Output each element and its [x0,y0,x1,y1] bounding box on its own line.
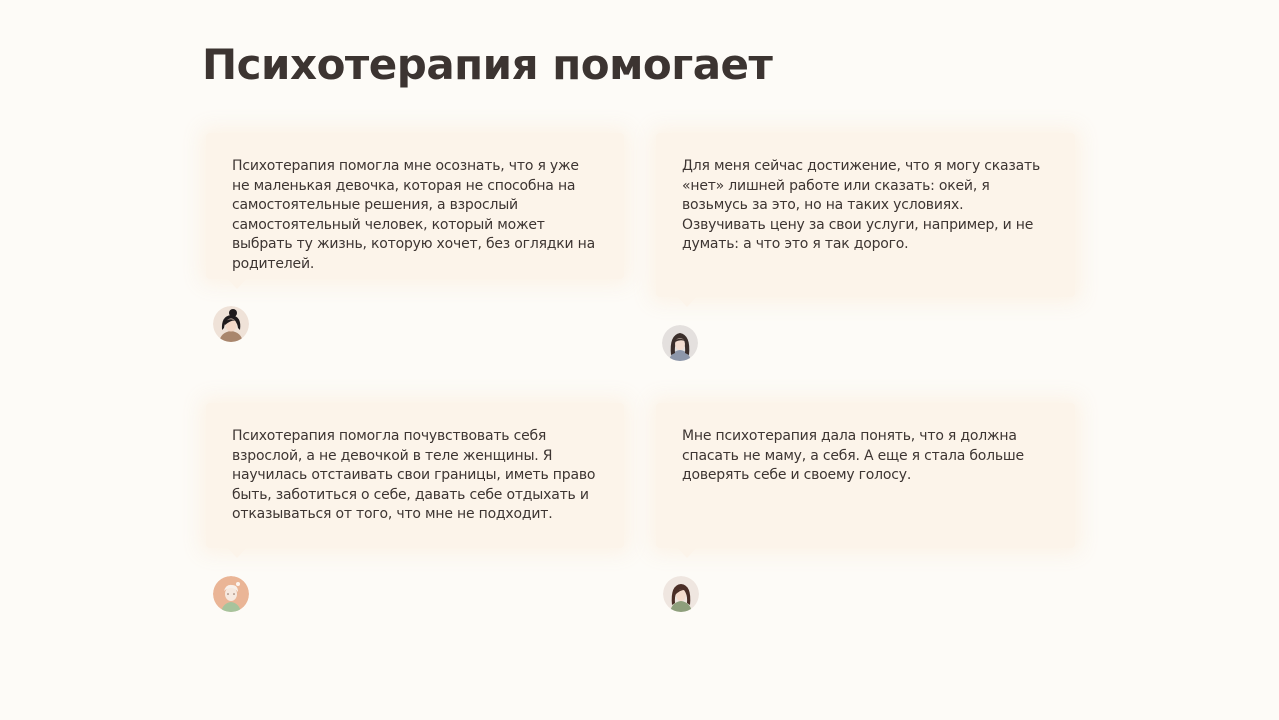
testimonial-card [206,133,624,279]
page-title: Психотерапия помогает [202,40,773,89]
speech-bubble-tail [228,548,246,558]
woman-flower-avatar-icon [213,576,249,612]
speech-bubble-tail [228,279,246,289]
testimonial-card [656,133,1075,297]
speech-bubble-tail [678,548,696,558]
woman-long-hair-avatar-icon [662,325,698,361]
speech-bubble-tail [678,297,696,307]
testimonial-text: Для меня сейчас достижение, что я могу сказать «нет» лишней работе или сказать: окей, я возьмусь за это, но на таких условиях. Озвучивать цену за свои услуги, например, и не думать: а что это я так дорого. [682,158,1041,253]
testimonial-card [656,403,1075,548]
testimonial-card [206,403,624,548]
testimonial-text: Мне психотерапия дала понять, что я должна спасать не маму, а себя. А еще я стала больше доверять себе и своему голосу. [682,428,1024,484]
testimonial-text: Психотерапия помогла почувствовать себя взрослой, а не девочкой в теле женщины. Я научилась отстаивать свои границы, иметь право быть, заботиться о себе, давать себе отдыхать и отказываться от того, что мне не подходит. [232,428,596,523]
woman-bun-avatar-icon [213,306,249,342]
woman-dark-hair-avatar-icon [663,576,699,612]
testimonial-text: Психотерапия помогла мне осознать, что я уже не маленькая девочка, которая не способна на самостоятельные решения, а взрослый самостоятельный человек, который может выбрать ту жизнь, которую хочет, без оглядки на родителей. [232,158,596,272]
